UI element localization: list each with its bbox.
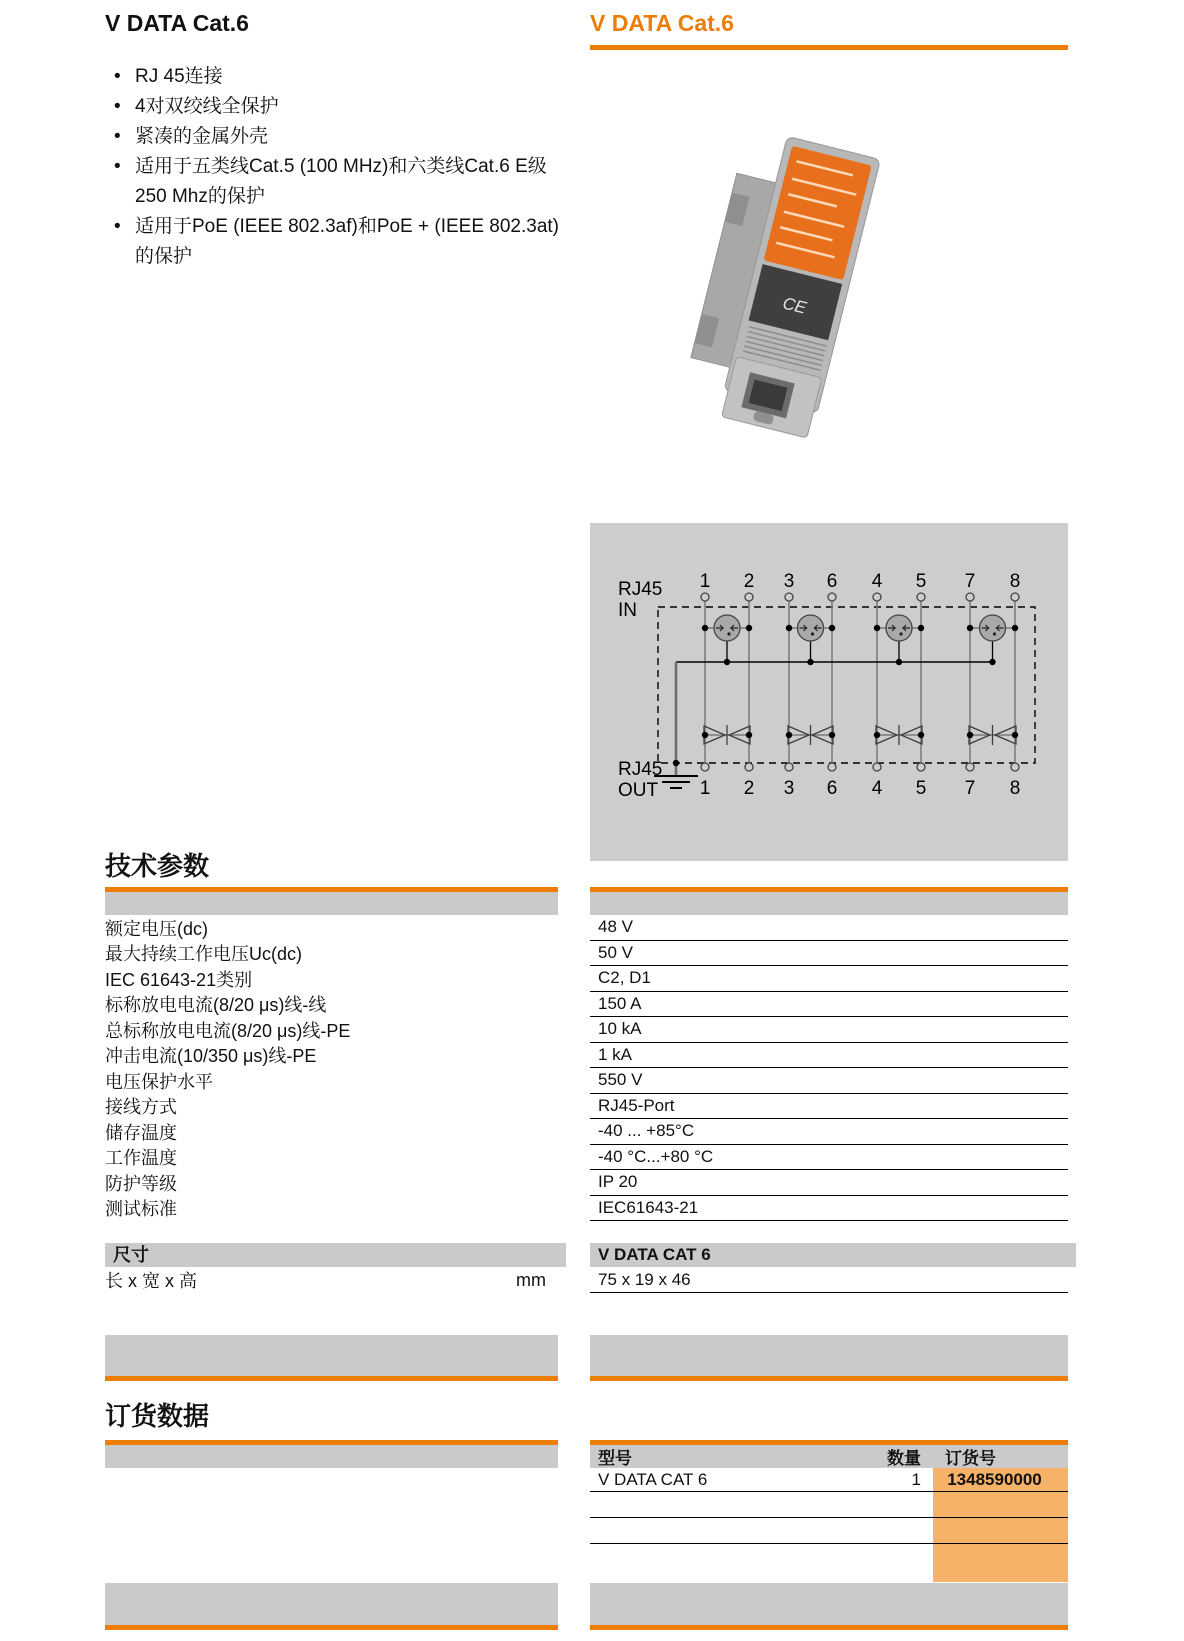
order-row — [590, 1468, 1068, 1492]
svg-text:5: 5 — [915, 571, 927, 592]
tech-label: 测试标准 — [105, 1199, 177, 1220]
feature-text: RJ 45连接 — [135, 66, 223, 87]
tech-row — [105, 1043, 1068, 1069]
feature-item — [108, 212, 570, 272]
tech-label: IEC 61643-21类别 — [105, 969, 253, 990]
tech-row — [105, 941, 1068, 967]
svg-text:3: 3 — [783, 778, 795, 799]
order-header-band-left — [105, 1445, 558, 1468]
svg-text:8: 8 — [1009, 778, 1021, 799]
tech-row — [105, 992, 1068, 1018]
svg-text:6: 6 — [826, 571, 838, 592]
order-col-orderno: 订货号 — [945, 1449, 996, 1468]
rj45-out-label: RJ45 — [618, 759, 663, 780]
svg-text:6: 6 — [826, 778, 838, 799]
page-title-right: V DATA Cat.6 — [590, 10, 734, 36]
feature-item — [108, 122, 570, 152]
tech-value: 48 V — [590, 915, 1068, 941]
dimensions-unit: mm — [516, 1269, 546, 1290]
feature-list — [108, 62, 570, 272]
svg-text:1: 1 — [699, 571, 711, 592]
tech-row — [105, 915, 1068, 941]
tech-row — [105, 966, 1068, 992]
rj45-in-label: RJ45 — [618, 579, 663, 600]
order-number: 1348590000 — [947, 1469, 1042, 1489]
feature-text: 紧凑的金属外壳 — [135, 126, 269, 147]
tech-row — [105, 1145, 1068, 1171]
order-row-empty — [590, 1518, 1068, 1544]
tech-value: RJ45-Port — [590, 1094, 1068, 1120]
svg-text:8: 8 — [1009, 571, 1021, 592]
tech-table — [105, 915, 1068, 1221]
tech-section-heading: 技术参数 — [105, 851, 210, 881]
order-table-header — [590, 1445, 1068, 1468]
bottom-pin-numbers — [700, 778, 1021, 799]
svg-text:4: 4 — [871, 778, 883, 799]
tech-label: 总标称放电电流(8/20 μs)线-PE — [105, 1020, 351, 1041]
section-end-band — [590, 1335, 1068, 1381]
tech-value: -40 °C...+80 °C — [590, 1145, 1068, 1171]
dimensions-model-band: V DATA CAT 6 — [590, 1243, 1076, 1267]
accent-rule — [590, 45, 1068, 50]
tech-header-band-right — [590, 892, 1068, 915]
circuit-diagram — [590, 523, 1068, 861]
svg-text:7: 7 — [964, 778, 976, 799]
order-section-heading: 订货数据 — [105, 1401, 210, 1431]
stage — [786, 615, 835, 745]
section-end-band — [105, 1583, 558, 1630]
tech-label: 电压保护水平 — [105, 1071, 213, 1092]
tech-label: 储存温度 — [105, 1122, 177, 1143]
tech-header-band-left — [105, 892, 558, 915]
feature-text: 4对双绞线全保护 — [135, 96, 279, 117]
tech-label: 标称放电电流(8/20 μs)线-线 — [105, 995, 327, 1016]
tech-row — [105, 1094, 1068, 1120]
section-end-band — [105, 1335, 558, 1381]
svg-text:5: 5 — [915, 778, 927, 799]
top-pin-numbers — [700, 571, 1021, 592]
tech-row — [105, 1017, 1068, 1043]
ce-mark: CE — [780, 293, 809, 318]
tech-label: 冲击电流(10/350 μs)线-PE — [105, 1046, 317, 1067]
dimensions-value: 75 x 19 x 46 — [590, 1267, 1068, 1293]
tech-row — [105, 1119, 1068, 1145]
tech-label: 额定电压(dc) — [105, 918, 208, 939]
feature-item — [108, 92, 570, 122]
dimensions-label: 长 x 宽 x 高 — [105, 1271, 198, 1291]
stage — [967, 615, 1018, 745]
tech-label: 最大持续工作电压Uc(dc) — [105, 944, 302, 965]
svg-text:7: 7 — [964, 571, 976, 592]
feature-text: 适用于五类线Cat.5 (100 MHz)和六类线Cat.6 E级250 Mhz的保护 — [135, 156, 547, 207]
order-qty: 1 — [911, 1469, 921, 1489]
product-photo — [655, 122, 945, 467]
tech-label: 接线方式 — [105, 1097, 177, 1118]
svg-text:2: 2 — [743, 571, 755, 592]
tech-value: IP 20 — [590, 1170, 1068, 1196]
section-end-band — [590, 1583, 1068, 1630]
tech-value: C2, D1 — [590, 966, 1068, 992]
tech-value: 150 A — [590, 992, 1068, 1018]
tech-row — [105, 1196, 1068, 1222]
order-row-empty — [590, 1544, 1068, 1582]
order-model: V DATA CAT 6 — [598, 1469, 708, 1489]
tech-label: 防护等级 — [105, 1173, 177, 1194]
svg-text:2: 2 — [743, 778, 755, 799]
tech-row — [105, 1068, 1068, 1094]
feature-item — [108, 62, 570, 92]
tech-value: 10 kA — [590, 1017, 1068, 1043]
page-title-left: V DATA Cat.6 — [105, 10, 249, 36]
order-table — [590, 1445, 1068, 1582]
feature-text: 适用于PoE (IEEE 802.3af)和PoE + (IEEE 802.3at) 的保护 — [135, 216, 560, 267]
order-col-qty: 数量 — [887, 1449, 921, 1468]
tech-row — [105, 1170, 1068, 1196]
dimensions-band: 尺寸 — [105, 1243, 566, 1267]
tech-value: 550 V — [590, 1068, 1068, 1094]
feature-item — [108, 152, 570, 212]
tech-value: 1 kA — [590, 1043, 1068, 1069]
order-col-model: 型号 — [598, 1449, 632, 1468]
svg-text:3: 3 — [783, 571, 795, 592]
rj45-in-label2: IN — [618, 600, 637, 621]
tech-label: 工作温度 — [105, 1148, 177, 1169]
stage — [702, 615, 752, 745]
svg-text:1: 1 — [699, 778, 711, 799]
tech-value: IEC61643-21 — [590, 1196, 1068, 1222]
junction-dot — [673, 760, 679, 766]
rj45-out-label2: OUT — [618, 780, 659, 801]
dimensions-row — [105, 1267, 1068, 1293]
svg-text:4: 4 — [871, 571, 883, 592]
order-row-empty — [590, 1492, 1068, 1518]
tech-value: 50 V — [590, 941, 1068, 967]
stage — [874, 615, 924, 745]
tech-value: -40 ... +85°C — [590, 1119, 1068, 1145]
